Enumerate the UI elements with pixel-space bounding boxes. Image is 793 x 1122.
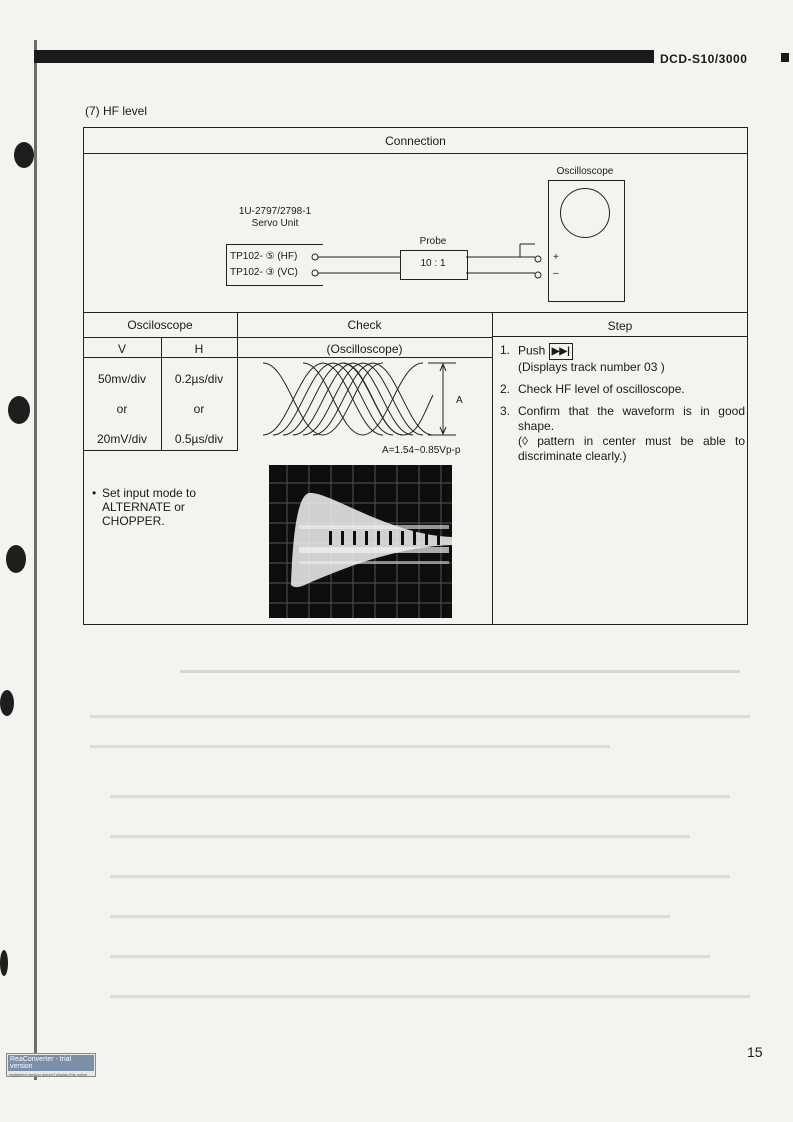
volts-div-2: 20mV/div bbox=[96, 432, 148, 446]
h-header: H bbox=[194, 342, 204, 356]
terminal-hf bbox=[312, 254, 318, 260]
oscilloscope-label: Oscilloscope bbox=[556, 166, 614, 177]
v-header: V bbox=[117, 342, 126, 356]
terminal-minus bbox=[535, 272, 541, 278]
col-oscilloscope: Osciloscope bbox=[127, 318, 193, 332]
step-number: 1. bbox=[500, 343, 511, 357]
step-3-text: Confirm that the waveform is in good shape. bbox=[518, 404, 745, 433]
step-2-text: Check HF level of oscilloscope. bbox=[518, 382, 685, 396]
terminal-plus bbox=[535, 256, 541, 262]
watermark-title: ReaConverter - trial version bbox=[8, 1055, 94, 1071]
step-3-sub: (◊ pattern in center must be able to discriminate clearly.) bbox=[518, 434, 745, 463]
divider bbox=[492, 336, 748, 337]
connection-heading: Connection bbox=[385, 134, 446, 148]
time-div-1: 0.2µs/div bbox=[174, 372, 224, 386]
section-title: (7) HF level bbox=[85, 104, 148, 118]
step-1-sub: (Displays track number 03 ) bbox=[518, 360, 665, 374]
amplitude-value: A=1.54~0.85Vp-p bbox=[382, 445, 461, 456]
plus-sign: + bbox=[553, 252, 559, 263]
step-1 bbox=[500, 343, 745, 375]
step-list bbox=[500, 343, 745, 471]
model-title: DCD-S10/3000 bbox=[660, 52, 748, 66]
volts-div-1: 50mv/div bbox=[97, 372, 147, 386]
page-number: 15 bbox=[747, 1044, 763, 1060]
unit-sub: Servo Unit bbox=[251, 218, 299, 229]
note-text: Set input mode to ALTERNATE or CHOPPER. bbox=[102, 486, 197, 528]
or-h: or bbox=[193, 402, 205, 416]
unit-name: 1U-2797/2798-1 bbox=[238, 206, 312, 217]
col-check: Check bbox=[347, 318, 382, 332]
probe-ratio: 10 : 1 bbox=[420, 258, 446, 269]
step-1-text: Push bbox=[518, 343, 546, 358]
check-sub: (Oscilloscope) bbox=[326, 342, 403, 356]
divider bbox=[83, 337, 493, 338]
watermark-note: registered version doesn't display this notice bbox=[9, 1072, 88, 1077]
divider bbox=[492, 312, 493, 625]
terminal-vc bbox=[312, 270, 318, 276]
tp-vc-label: TP102- ③ (VC) bbox=[230, 267, 298, 278]
oscilloscope-photo bbox=[269, 465, 452, 618]
minus-sign: – bbox=[553, 268, 559, 279]
tp-hf-label: TP102- ⑤ (HF) bbox=[230, 251, 298, 262]
amplitude-label: A bbox=[456, 395, 463, 406]
time-div-2: 0.5µs/div bbox=[174, 432, 224, 446]
divider bbox=[237, 312, 238, 451]
probe-label: Probe bbox=[419, 236, 447, 247]
trial-watermark bbox=[6, 1053, 96, 1077]
skip-forward-icon: ▶▶| bbox=[549, 343, 573, 360]
step-3 bbox=[500, 404, 745, 464]
step-number: 2. bbox=[500, 382, 511, 396]
divider bbox=[83, 312, 748, 313]
eye-pattern-diagram bbox=[258, 355, 468, 445]
oscilloscope-trace bbox=[269, 465, 452, 618]
col-step: Step bbox=[607, 319, 633, 333]
step-number: 3. bbox=[500, 404, 511, 418]
bullet-icon: • bbox=[92, 486, 97, 500]
or-v: or bbox=[116, 402, 128, 416]
input-mode-note bbox=[92, 486, 232, 528]
step-2 bbox=[500, 382, 745, 397]
